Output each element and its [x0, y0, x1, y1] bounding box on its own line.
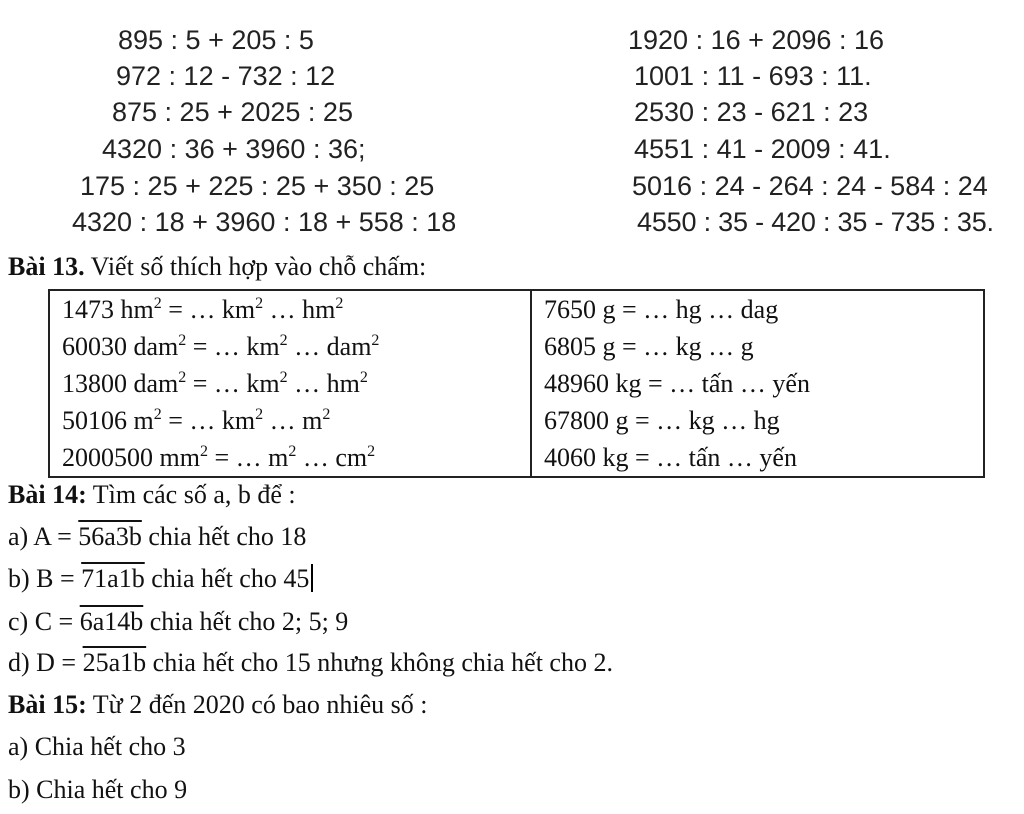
mass-conversion-column	[531, 290, 984, 477]
bai14-text: Tìm các số a, b để :	[86, 480, 296, 509]
expression-right-6: 4550 : 35 - 420 : 35 - 735 : 35.	[637, 207, 994, 237]
expression-right-2: 1001 : 11 - 693 : 11.	[634, 61, 872, 91]
area-row: 13800 dam$^2$ = … $km^2$ … $hm^2$	[62, 369, 368, 398]
area-row: 1473 $hm^2$ = … $km^2$ … $hm^2$	[62, 295, 344, 324]
overlined-number: 6a14b	[79, 607, 144, 636]
area-row: 2000500 $mm^2$ = … $m^2$ … $cm^2$	[62, 443, 376, 472]
overlined-number: 71a1b	[81, 564, 145, 593]
unit-conversion-table	[48, 289, 985, 478]
expression-left-2: 972 : 12 - 732 : 12	[116, 61, 336, 91]
bai15-heading	[8, 689, 427, 721]
mass-row: 48960 kg = … tấn … yến	[544, 369, 810, 398]
expression-right-1: 1920 : 16 + 2096 : 16	[628, 25, 884, 55]
expression-right-3: 2530 : 23 - 621 : 23	[634, 97, 869, 127]
area-row: 60030 dam$^2$ = … $km^2$ … dam$^2$	[62, 332, 380, 361]
bai15-label: Bài 15:	[8, 690, 87, 719]
bai13-text: Viết số thích hợp vào chỗ chấm:	[84, 252, 427, 281]
mass-row: 4060 kg = … tấn … yến	[544, 443, 797, 472]
expression-left-1: 895 : 5 + 205 : 5	[118, 25, 314, 55]
bai14-item-d: d) D = 25a1b chia hết cho 15 nhưng không chia hết cho 2.	[8, 648, 613, 677]
overlined-number: 25a1b	[82, 648, 147, 677]
expression-left-5: 175 : 25 + 225 : 25 + 350 : 25	[80, 171, 435, 201]
expression-right-4: 4551 : 41 - 2009 : 41.	[634, 134, 891, 164]
bai15-item-a: a) Chia hết cho 3	[8, 732, 186, 761]
bai14-label: Bài 14:	[8, 480, 87, 509]
bai14-heading	[8, 479, 296, 511]
expression-left-4: 4320 : 36 + 3960 : 36;	[102, 134, 366, 164]
mass-row: 6805 g = … kg … g	[544, 332, 754, 361]
bai14-item-b: b) B = 71a1b chia hết cho 45	[8, 563, 313, 595]
expression-right-5: 5016 : 24 - 264 : 24 - 584 : 24	[632, 171, 988, 201]
bai14-item-a: a) A = 56a3b chia hết cho 18	[8, 522, 307, 551]
mass-row: 7650 g = … hg … dag	[544, 295, 779, 324]
bai15-item-b: b) Chia hết cho 9	[8, 775, 188, 804]
bai13-label: Bài 13.	[8, 252, 85, 281]
area-conversion-column	[49, 290, 531, 477]
text-cursor	[311, 564, 313, 592]
bai14-item-c: c) C = 6a14b chia hết cho 2; 5; 9	[8, 607, 349, 636]
area-row: 50106 $m^2$ = … $km^2$ … $m^2$	[62, 406, 331, 435]
mass-row: 67800 g = … kg … hg	[544, 406, 780, 435]
expression-left-3: 875 : 25 + 2025 : 25	[112, 97, 353, 127]
bai15-text: Từ 2 đến 2020 có bao nhiêu số :	[86, 690, 428, 719]
overlined-number: 56a3b	[78, 522, 142, 551]
expression-left-6: 4320 : 18 + 3960 : 18 + 558 : 18	[72, 207, 457, 237]
bai13-heading	[8, 251, 426, 283]
